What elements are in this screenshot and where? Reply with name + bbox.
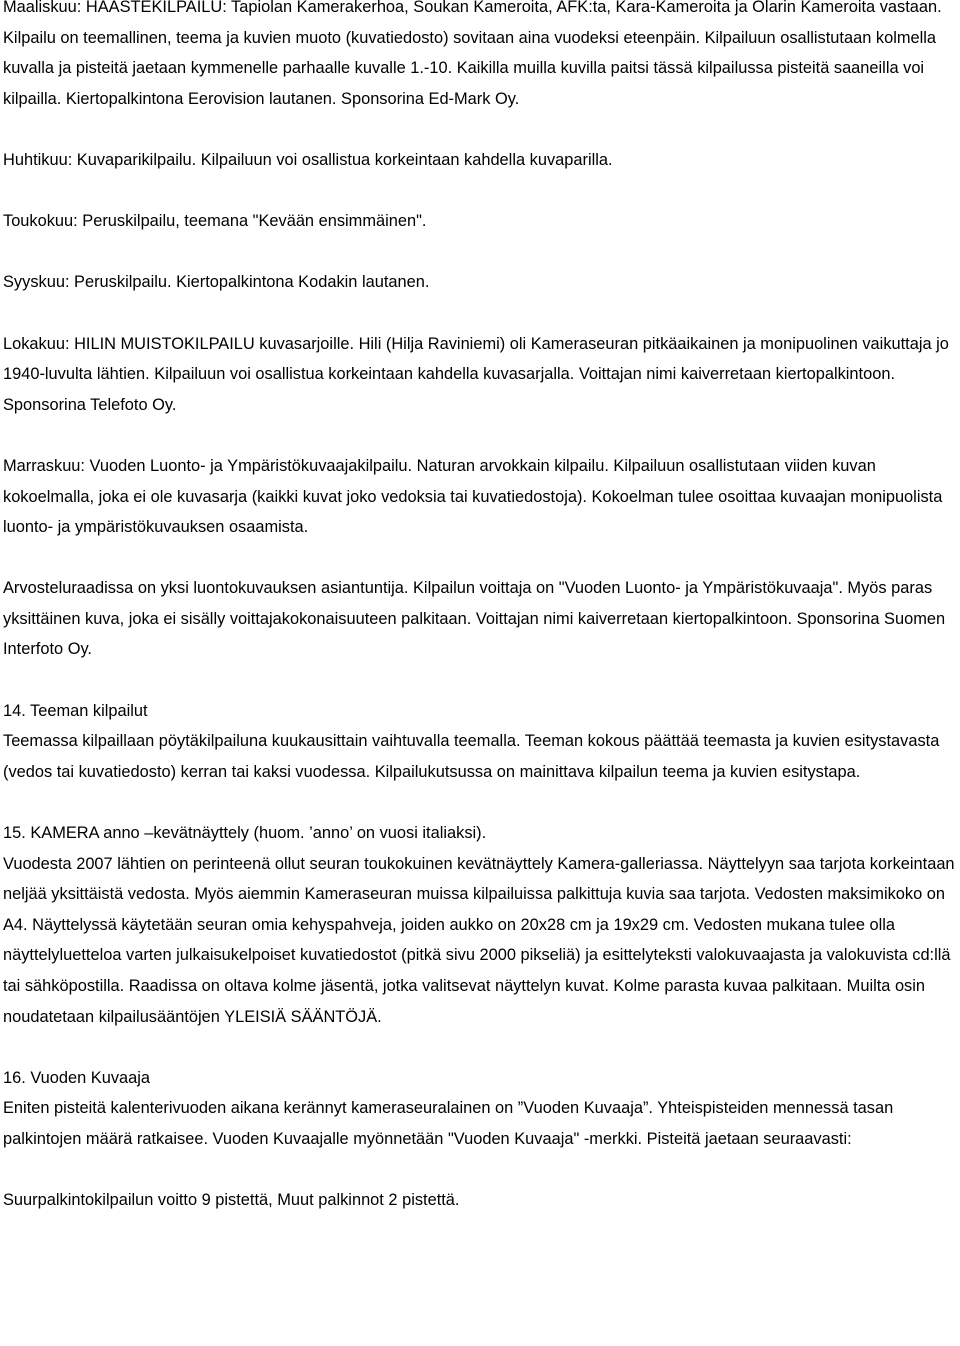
paragraph-gap xyxy=(3,1032,959,1063)
paragraph-maaliskuu: Maaliskuu: HAASTEKILPAILU: Tapiolan Kamerakerhoa, Soukan Kameroita, AFK:ta, Kara-Kameroita ja Olarin Kameroita vastaan. Kilpailu on teemallinen, teema ja kuvien muoto (kuvatiedosto) sovitaan aina vuodeksi eteenpäin. Kilpailuun osallistutaan kolmella kuvalla ja pisteitä jaetaan kymmenelle parhaalle kuvalle 1.-10. Kaikilla muilla kuvilla paitsi tässä kilpailussa pisteitä saaneilla voi kilpailla. Kiertopalkintona Eerovision lautanen. Sponsorina Ed-Mark Oy. xyxy=(3,0,942,108)
paragraph-marraskuu: Marraskuu: Vuoden Luonto- ja Ympäristökuvaajakilpailu. Naturan arvokkain kilpailu. Kilpailuun osallistutaan viiden kuvan kokoelmalla, joka ei ole kuvasarja (kaikki kuvat joko vedoksia tai kuvatiedostoja). Kokoelman tulee osoittaa kuvaajan monipuolista luonto- ja ympäristökuvauksen osaamista. xyxy=(3,456,943,537)
final-line: Suurpalkintokilpailun voitto 9 pistettä, Muut palkinnot 2 pistettä. xyxy=(3,1191,460,1210)
paragraph-gap xyxy=(3,298,959,329)
paragraph-toukokuu: Toukokuu: Peruskilpailu, teemana "Kevään ensimmäinen". xyxy=(3,212,427,231)
paragraph-gap xyxy=(3,665,959,696)
paragraph-lokakuu: Lokakuu: HILIN MUISTOKILPAILU kuvasarjoille. Hili (Hilja Raviniemi) oli Kameraseuran pitkäaikainen ja monipuolinen vaikuttaja jo 1940-luvulta lähtien. Kilpailuun voi osallistua korkeintaan kahdella kuvasarjalla. Voittajan nimi kaiverretaan kiertopalkintoon. Sponsorina Telefoto Oy. xyxy=(3,334,949,414)
paragraph-gap xyxy=(3,237,959,268)
paragraph-gap xyxy=(3,176,959,207)
paragraph-gap xyxy=(3,1155,959,1186)
paragraph-gap xyxy=(3,114,959,145)
section-15-heading: 15. KAMERA anno –kevätnäyttely (huom. ’anno’ on vuosi italiaksi). xyxy=(3,824,487,843)
section-15-body: Vuodesta 2007 lähtien on perinteenä ollut seuran toukokuinen kevätnäyttely Kamera-galleriassa. Näyttelyyn saa tarjota korkeintaan neljää yksittäistä vedosta. Myös aiemmin Kameraseuran muissa kilpailuissa palkittuja kuvia saa tarjota. Vedosten maksimikoko on A4. Näyttelyssä käytetään seuran omia kehyspahveja, joiden aukko on 20x28 cm ja 19x29 cm. Vedosten mukana tulee olla näyttelyluetteloa varten julkaisukelpoiset kuvatiedostot (pitkä sivu 2000 pikseliä) ja esittelyteksti valokuvaajasta ja valokuvista cd:llä tai sähköpostilla. Raadissa on oltava kolme jäsentä, jotka valitsevat näyttelyn kuvat. Kolme parasta kuvaa palkitaan. Muilta osin noudatetaan kilpailusääntöjen YLEISIÄ SÄÄNTÖJÄ. xyxy=(3,854,955,1026)
paragraph-gap xyxy=(3,420,959,451)
section-16-heading: 16. Vuoden Kuvaaja xyxy=(3,1068,151,1087)
paragraph-huhtikuu: Huhtikuu: Kuvaparikilpailu. Kilpailuun voi osallistua korkeintaan kahdella kuvaparilla. xyxy=(3,150,613,169)
paragraph-syyskuu: Syyskuu: Peruskilpailu. Kiertopalkintona Kodakin lautanen. xyxy=(3,273,430,292)
document-page xyxy=(3,0,959,1216)
section-16-body: Eniten pisteitä kalenterivuoden aikana kerännyt kameraseuralainen on ”Vuoden Kuvaaja”. Yhteispisteiden mennessä tasan palkintojen määrä ratkaisee. Vuoden Kuvaajalle myönnetään "Vuoden Kuvaaja" -merkki. Pisteitä jaetaan seuraavasti: xyxy=(3,1099,894,1148)
paragraph-gap xyxy=(3,787,959,818)
paragraph-gap xyxy=(3,543,959,574)
section-14-heading: 14. Teeman kilpailut xyxy=(3,701,148,720)
paragraph-arvostelu: Arvosteluraadissa on yksi luontokuvauksen asiantuntija. Kilpailun voittaja on "Vuoden Luonto- ja Ympäristökuvaaja". Myös paras yksittäinen kuva, joka ei sisälly voittajakokonaisuuteen palkitaan. Voittajan nimi kaiverretaan kiertopalkintoon. Sponsorina Suomen Interfoto Oy. xyxy=(3,579,946,659)
section-14-body: Teemassa kilpaillaan pöytäkilpailuna kuukausittain vaihtuvalla teemalla. Teeman kokous päättää teemasta ja kuvien esitystavasta (vedos tai kuvatiedosto) kerran tai kaksi vuodessa. Kilpailukutsussa on mainittava kilpailun teema ja kuvien esitystapa. xyxy=(3,732,940,781)
